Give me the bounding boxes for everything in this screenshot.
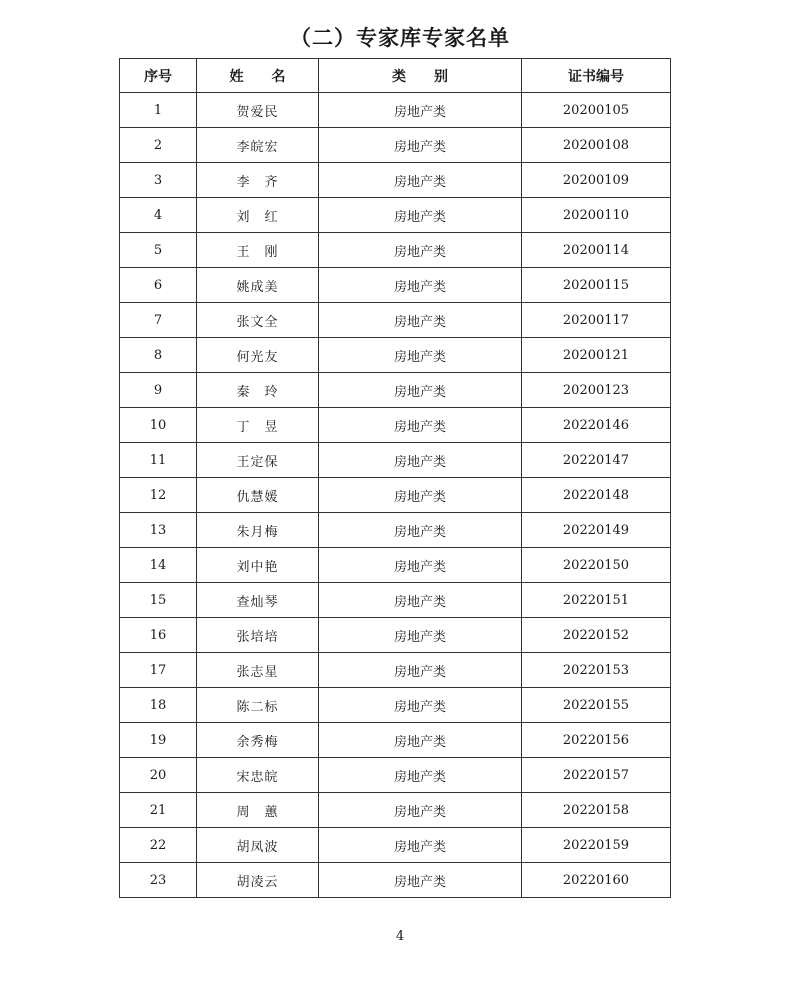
page-title: （二）专家库专家名单 (290, 26, 510, 50)
table-row (120, 548, 671, 583)
row-category: 房地产类 (319, 793, 522, 828)
row-cert: 20220150 (522, 548, 671, 583)
row-name: 张文全 (197, 303, 319, 338)
row-seq: 17 (120, 653, 197, 688)
row-cert: 20220158 (522, 793, 671, 828)
table-row (120, 93, 671, 128)
row-category: 房地产类 (319, 478, 522, 513)
row-name: 丁 昱 (197, 408, 319, 443)
row-seq: 3 (120, 163, 197, 198)
row-category: 房地产类 (319, 338, 522, 373)
row-cert: 20200114 (522, 233, 671, 268)
table-row (120, 618, 671, 653)
row-cert: 20200110 (522, 198, 671, 233)
row-name: 李 齐 (197, 163, 319, 198)
table-body (120, 93, 671, 898)
row-cert: 20220151 (522, 583, 671, 618)
row-name: 胡凌云 (197, 863, 319, 898)
row-seq: 8 (120, 338, 197, 373)
table-row (120, 513, 671, 548)
row-seq: 14 (120, 548, 197, 583)
row-name: 仇慧媛 (197, 478, 319, 513)
row-cert: 20220159 (522, 828, 671, 863)
row-category: 房地产类 (319, 583, 522, 618)
table-row (120, 338, 671, 373)
row-cert: 20220155 (522, 688, 671, 723)
row-seq: 9 (120, 373, 197, 408)
row-cert: 20220149 (522, 513, 671, 548)
row-name: 刘 红 (197, 198, 319, 233)
row-category: 房地产类 (319, 233, 522, 268)
row-name: 李皖宏 (197, 128, 319, 163)
table-row (120, 373, 671, 408)
row-name: 姚成美 (197, 268, 319, 303)
row-category: 房地产类 (319, 198, 522, 233)
table-row (120, 163, 671, 198)
row-category: 房地产类 (319, 408, 522, 443)
row-name: 查灿琴 (197, 583, 319, 618)
row-seq: 18 (120, 688, 197, 723)
row-name: 王定保 (197, 443, 319, 478)
row-seq: 20 (120, 758, 197, 793)
row-cert: 20200105 (522, 93, 671, 128)
table-row (120, 408, 671, 443)
row-seq: 5 (120, 233, 197, 268)
row-cert: 20200108 (522, 128, 671, 163)
row-cert: 20220148 (522, 478, 671, 513)
header-seq: 序号 (120, 59, 197, 93)
table-row (120, 723, 671, 758)
row-category: 房地产类 (319, 548, 522, 583)
table-row (120, 198, 671, 233)
row-name: 贺爱民 (197, 93, 319, 128)
row-name: 秦 玲 (197, 373, 319, 408)
row-seq: 21 (120, 793, 197, 828)
row-name: 朱月梅 (197, 513, 319, 548)
row-name: 刘中艳 (197, 548, 319, 583)
row-seq: 2 (120, 128, 197, 163)
row-category: 房地产类 (319, 373, 522, 408)
row-category: 房地产类 (319, 443, 522, 478)
table-row (120, 233, 671, 268)
row-name: 周 蕙 (197, 793, 319, 828)
row-category: 房地产类 (319, 758, 522, 793)
row-cert: 20220152 (522, 618, 671, 653)
row-category: 房地产类 (319, 163, 522, 198)
row-category: 房地产类 (319, 618, 522, 653)
table-row (120, 583, 671, 618)
table-row (120, 758, 671, 793)
table-row (120, 863, 671, 898)
row-category: 房地产类 (319, 128, 522, 163)
table-row (120, 303, 671, 338)
row-name: 余秀梅 (197, 723, 319, 758)
row-seq: 4 (120, 198, 197, 233)
row-seq: 19 (120, 723, 197, 758)
row-cert: 20220157 (522, 758, 671, 793)
row-name: 张志星 (197, 653, 319, 688)
row-cert: 20200121 (522, 338, 671, 373)
row-cert: 20220147 (522, 443, 671, 478)
table-row (120, 828, 671, 863)
row-seq: 12 (120, 478, 197, 513)
table-header-row (120, 59, 671, 93)
table-row (120, 688, 671, 723)
row-cert: 20220153 (522, 653, 671, 688)
row-name: 张培培 (197, 618, 319, 653)
row-seq: 16 (120, 618, 197, 653)
row-category: 房地产类 (319, 268, 522, 303)
row-category: 房地产类 (319, 688, 522, 723)
header-category: 类 别 (319, 59, 522, 93)
row-seq: 22 (120, 828, 197, 863)
table-row (120, 128, 671, 163)
row-category: 房地产类 (319, 303, 522, 338)
row-cert: 20200117 (522, 303, 671, 338)
row-seq: 23 (120, 863, 197, 898)
header-cert: 证书编号 (522, 59, 671, 93)
table-row (120, 793, 671, 828)
row-name: 何光友 (197, 338, 319, 373)
row-seq: 10 (120, 408, 197, 443)
row-name: 宋忠皖 (197, 758, 319, 793)
table-row (120, 268, 671, 303)
header-name: 姓 名 (197, 59, 319, 93)
row-cert: 20220146 (522, 408, 671, 443)
row-category: 房地产类 (319, 653, 522, 688)
row-seq: 6 (120, 268, 197, 303)
row-cert: 20200115 (522, 268, 671, 303)
row-seq: 11 (120, 443, 197, 478)
table-row (120, 443, 671, 478)
row-seq: 13 (120, 513, 197, 548)
table-row (120, 653, 671, 688)
row-category: 房地产类 (319, 723, 522, 758)
expert-list-table (119, 58, 671, 898)
row-name: 胡凤波 (197, 828, 319, 863)
row-cert: 20200123 (522, 373, 671, 408)
page-number: 4 (395, 929, 405, 944)
row-category: 房地产类 (319, 828, 522, 863)
row-cert: 20220156 (522, 723, 671, 758)
row-seq: 7 (120, 303, 197, 338)
row-category: 房地产类 (319, 513, 522, 548)
row-seq: 1 (120, 93, 197, 128)
row-name: 陈二标 (197, 688, 319, 723)
row-cert: 20220160 (522, 863, 671, 898)
row-category: 房地产类 (319, 93, 522, 128)
row-category: 房地产类 (319, 863, 522, 898)
row-seq: 15 (120, 583, 197, 618)
row-name: 王 刚 (197, 233, 319, 268)
table-row (120, 478, 671, 513)
row-cert: 20200109 (522, 163, 671, 198)
